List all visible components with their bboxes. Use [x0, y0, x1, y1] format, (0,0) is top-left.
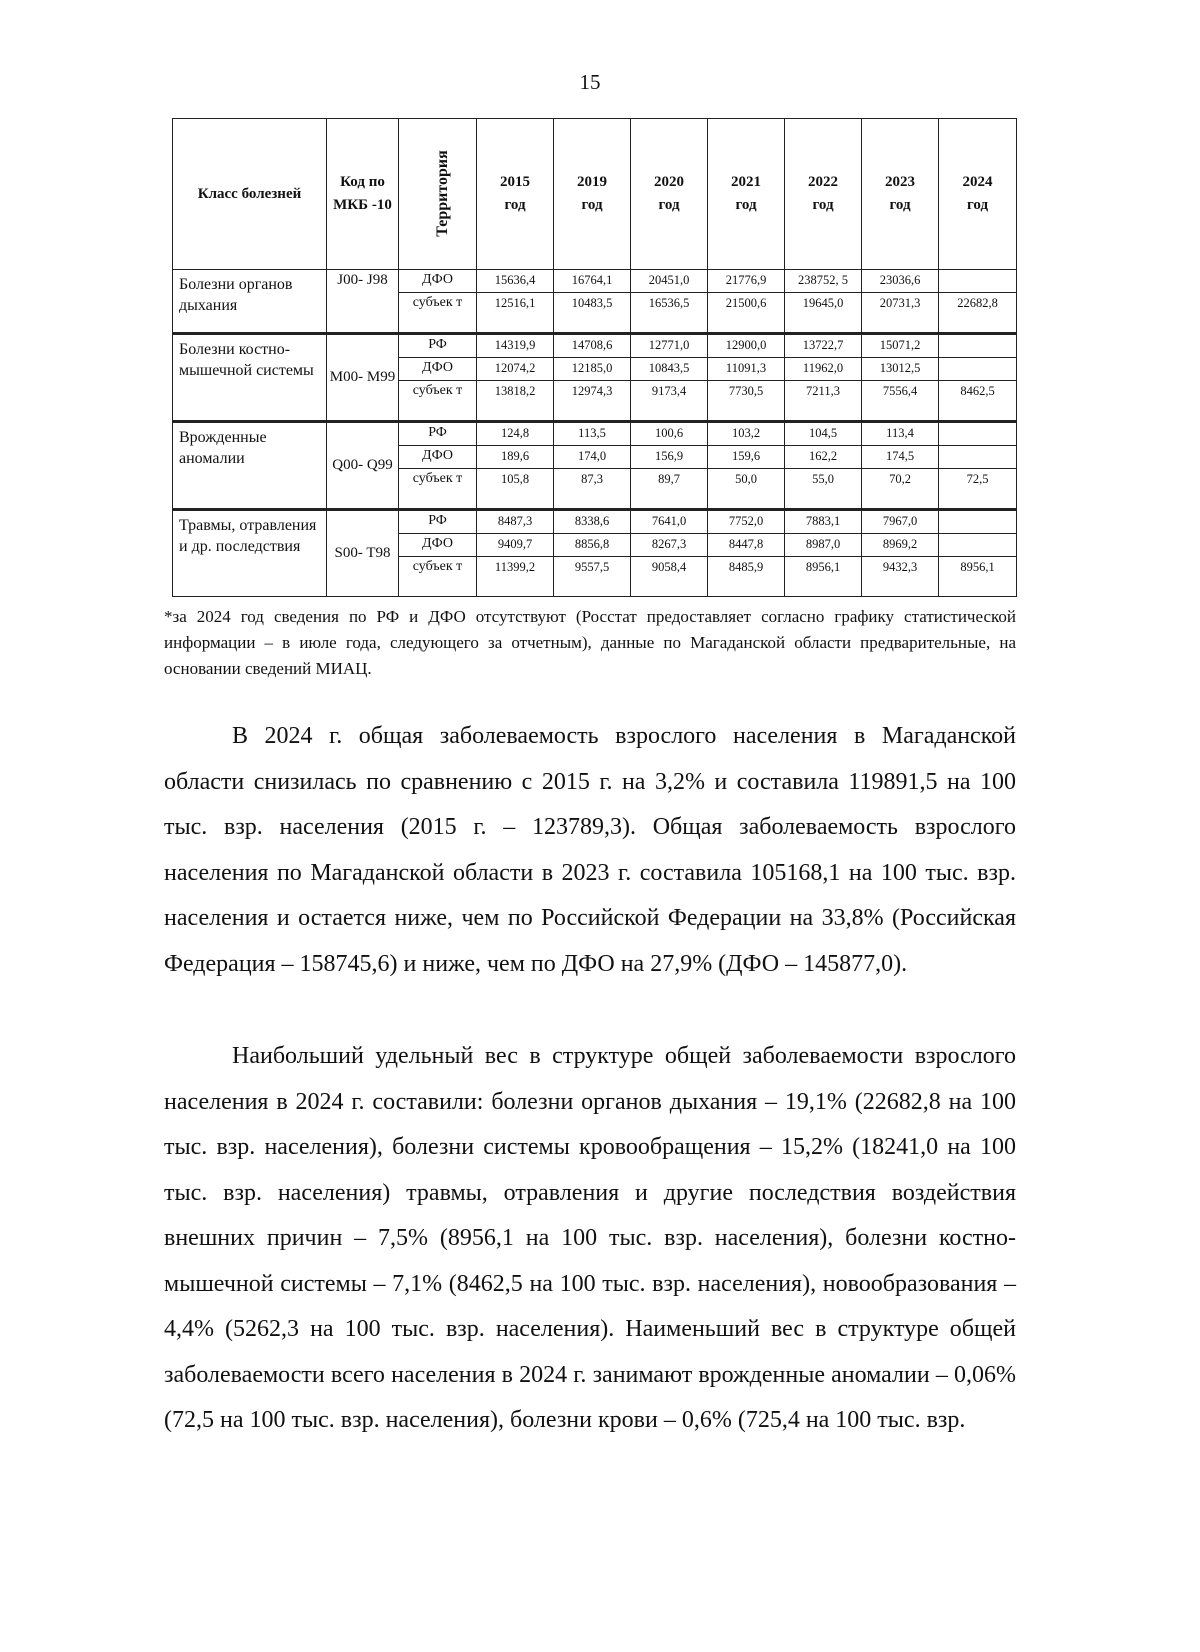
cell-territory: ДФО [399, 270, 477, 293]
cell-value: 70,2 [862, 469, 939, 510]
cell-territory: ДФО [399, 534, 477, 557]
header-territory-label: Территория [433, 150, 451, 237]
cell-value: 20451,0 [631, 270, 708, 293]
table-body [173, 270, 1017, 597]
header-year-2020: 2020 год [631, 119, 708, 270]
cell-value: 9432,3 [862, 557, 939, 597]
cell-value: 104,5 [785, 422, 862, 446]
cell-territory: субъек т [399, 293, 477, 334]
cell-value: 11962,0 [785, 358, 862, 381]
table-row [173, 334, 1017, 358]
morbidity-table [172, 118, 1017, 597]
cell-value: 7883,1 [785, 510, 862, 534]
cell-value: 7967,0 [862, 510, 939, 534]
header-year-2019: 2019 год [554, 119, 631, 270]
cell-value: 19645,0 [785, 293, 862, 334]
cell-value: 12974,3 [554, 381, 631, 422]
cell-value: 100,6 [631, 422, 708, 446]
cell-territory: ДФО [399, 446, 477, 469]
cell-value: 7730,5 [708, 381, 785, 422]
table-row [173, 422, 1017, 446]
paragraph-structure-morbidity: Наибольший удельный вес в структуре общей заболеваемости взрослого населения в 2024 г. составили: болезни органов дыхания – 19,1% (22682,8 на 100 тыс. взр. населения), болезни системы кровообращения – 15,2% (18241,0 на 100 тыс. взр. населения) травмы, отравления и другие последствия воздействия внешних причин – 7,5% (8956,1 на 100 тыс. взр. населения), болезни костно-мышечной системы – 7,1% (8462,5 на 100 тыс. взр. населения), новообразования – 4,4% (5262,3 на 100 тыс. взр. населения). Наименьший вес в структуре общей заболеваемости всего населения в 2024 г. занимают врожденные аномалии – 0,06% (72,5 на 100 тыс. взр. населения), болезни крови – 0,6% (725,4 на 100 тыс. взр. [164, 1043, 1016, 1433]
page-number: 15 [579, 70, 601, 94]
cell-value: 12516,1 [477, 293, 554, 334]
cell-value: 238752, 5 [785, 270, 862, 293]
cell-value [939, 534, 1017, 557]
cell-value: 89,7 [631, 469, 708, 510]
cell-territory: РФ [399, 422, 477, 446]
cell-value: 12900,0 [708, 334, 785, 358]
cell-value: 9058,4 [631, 557, 708, 597]
cell-icd-code: S00- T98 [327, 510, 399, 597]
cell-value: 8338,6 [554, 510, 631, 534]
cell-value [939, 422, 1017, 446]
cell-value: 50,0 [708, 469, 785, 510]
cell-value: 9557,5 [554, 557, 631, 597]
cell-value: 87,3 [554, 469, 631, 510]
cell-value: 156,9 [631, 446, 708, 469]
cell-territory: субъек т [399, 381, 477, 422]
cell-territory: РФ [399, 510, 477, 534]
paragraph-general-morbidity: В 2024 г. общая заболеваемость взрослого населения в Магаданской области снизилась по сравнению с 2015 г. на 3,2% и составила 119891,5 на 100 тыс. взр. населения (2015 г. – 123789,3). Общая заболеваемость взрослого населения по Магаданской области в 2023 г. составила 105168,1 на 100 тыс. взр. населения и остается ниже, чем по Российской Федерации на 33,8% (Российская Федерация – 158745,6) и ниже, чем по ДФО на 27,9% (ДФО – 145877,0). [164, 723, 1016, 977]
header-year-2015: 2015 год [477, 119, 554, 270]
cell-value: 162,2 [785, 446, 862, 469]
cell-value: 113,5 [554, 422, 631, 446]
cell-value: 7211,3 [785, 381, 862, 422]
cell-value: 22682,8 [939, 293, 1017, 334]
cell-value: 8987,0 [785, 534, 862, 557]
cell-value: 9409,7 [477, 534, 554, 557]
header-territory [399, 119, 477, 270]
cell-value: 7752,0 [708, 510, 785, 534]
cell-icd-code: M00- M99 [327, 334, 399, 422]
cell-value: 21500,6 [708, 293, 785, 334]
cell-value: 7641,0 [631, 510, 708, 534]
cell-value: 8447,8 [708, 534, 785, 557]
header-year-2021: 2021 год [708, 119, 785, 270]
cell-disease-class: Врожденные аномалии [173, 422, 327, 510]
cell-value [939, 510, 1017, 534]
cell-value: 13012,5 [862, 358, 939, 381]
cell-value: 21776,9 [708, 270, 785, 293]
cell-value: 8956,1 [939, 557, 1017, 597]
cell-value: 8487,3 [477, 510, 554, 534]
cell-value: 8969,2 [862, 534, 939, 557]
header-code: Код по МКБ -10 [327, 119, 399, 270]
cell-value: 13818,2 [477, 381, 554, 422]
cell-value: 15071,2 [862, 334, 939, 358]
cell-value: 12185,0 [554, 358, 631, 381]
cell-value: 10843,5 [631, 358, 708, 381]
cell-icd-code: J00- J98 [327, 270, 399, 334]
table-row [173, 270, 1017, 293]
cell-value: 113,4 [862, 422, 939, 446]
cell-value: 16536,5 [631, 293, 708, 334]
cell-value: 7556,4 [862, 381, 939, 422]
cell-icd-code: Q00- Q99 [327, 422, 399, 510]
cell-value: 159,6 [708, 446, 785, 469]
header-year-2023: 2023 год [862, 119, 939, 270]
cell-value [939, 334, 1017, 358]
cell-value: 15636,4 [477, 270, 554, 293]
header-year-2022: 2022 год [785, 119, 862, 270]
cell-territory: субъек т [399, 557, 477, 597]
cell-value: 8856,8 [554, 534, 631, 557]
cell-value: 8485,9 [708, 557, 785, 597]
cell-value: 10483,5 [554, 293, 631, 334]
table-row [173, 510, 1017, 534]
cell-value [939, 358, 1017, 381]
cell-disease-class: Травмы, отравления и др. последствия [173, 510, 327, 597]
cell-value: 12771,0 [631, 334, 708, 358]
cell-value: 14319,9 [477, 334, 554, 358]
header-year-2024: 2024 год [939, 119, 1017, 270]
cell-value: 9173,4 [631, 381, 708, 422]
cell-value: 12074,2 [477, 358, 554, 381]
cell-value: 8462,5 [939, 381, 1017, 422]
cell-territory: РФ [399, 334, 477, 358]
cell-value: 105,8 [477, 469, 554, 510]
cell-disease-class: Болезни костно-мышечной системы [173, 334, 327, 422]
cell-value: 8956,1 [785, 557, 862, 597]
header-class: Класс болезней [173, 119, 327, 270]
cell-value: 174,0 [554, 446, 631, 469]
cell-value: 72,5 [939, 469, 1017, 510]
cell-value [939, 446, 1017, 469]
cell-disease-class: Болезни органов дыхания [173, 270, 327, 334]
table-footnote: *за 2024 год сведения по РФ и ДФО отсутствуют (Росстат предоставляет согласно графику статистической информации – в июле года, следующего за отчетным), данные по Магаданской области предварительные, на основании сведений МИАЦ. [164, 607, 1016, 678]
cell-value: 124,8 [477, 422, 554, 446]
cell-value: 189,6 [477, 446, 554, 469]
cell-value: 13722,7 [785, 334, 862, 358]
cell-value: 14708,6 [554, 334, 631, 358]
cell-value: 103,2 [708, 422, 785, 446]
cell-value: 174,5 [862, 446, 939, 469]
cell-value: 16764,1 [554, 270, 631, 293]
cell-value: 11399,2 [477, 557, 554, 597]
cell-value: 8267,3 [631, 534, 708, 557]
morbidity-table-container [172, 118, 1016, 597]
table-header-row [173, 119, 1017, 270]
cell-territory: ДФО [399, 358, 477, 381]
cell-value [939, 270, 1017, 293]
cell-value: 20731,3 [862, 293, 939, 334]
cell-value: 23036,6 [862, 270, 939, 293]
cell-value: 55,0 [785, 469, 862, 510]
cell-value: 11091,3 [708, 358, 785, 381]
cell-territory: субъек т [399, 469, 477, 510]
